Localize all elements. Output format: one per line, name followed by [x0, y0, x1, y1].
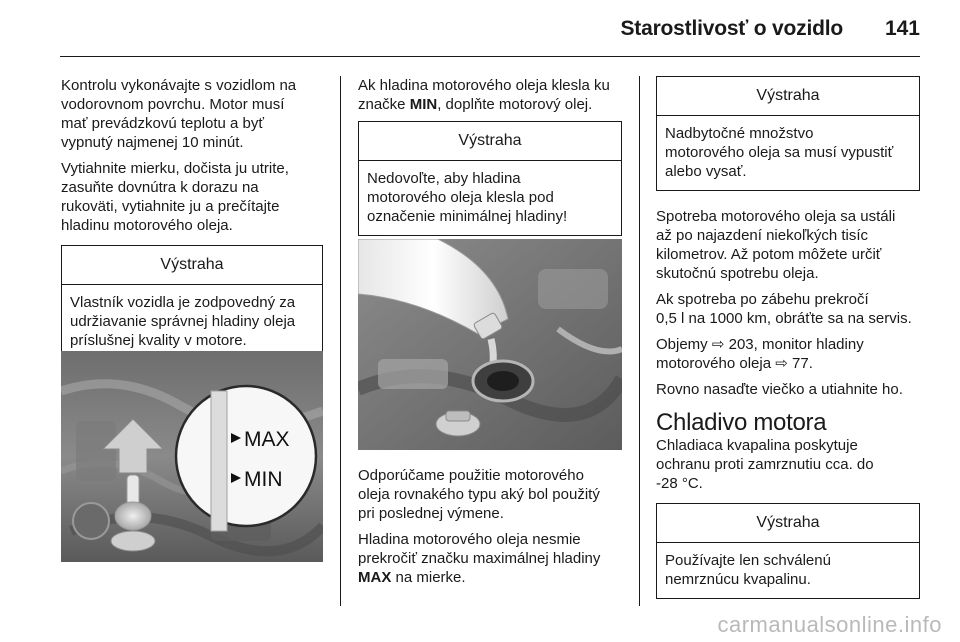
column-2-lower	[358, 466, 622, 594]
column-1	[61, 76, 323, 368]
column-divider-2	[639, 76, 640, 606]
page-header	[0, 0, 960, 60]
min-mark-label: MIN	[244, 468, 283, 491]
column-3	[656, 76, 920, 607]
warning-title: Výstraha	[359, 122, 621, 161]
min-mark-text: MIN	[409, 96, 438, 113]
paragraph-dipstick-procedure: Vytiahnite mierku, dočista ju utrite, zasuňte dovnútra k dorazu na rukoväti, vytiahnite ju a prečítajte hladinu motorového oleja.	[61, 160, 289, 234]
paragraph-oil-type: Odporúčame použitie motorového oleja rovnakého typu aký bol použitý pri poslednej výmene.	[358, 467, 600, 522]
header-rule	[60, 56, 920, 57]
text-fragment: Ak hladina motorového oleja klesla ku značke	[358, 77, 610, 113]
paragraph-cross-references	[656, 335, 920, 373]
column-2	[358, 76, 622, 244]
page-ref-link[interactable]: 203	[728, 336, 754, 353]
section-heading-coolant: Chladivo motora	[656, 409, 827, 436]
text-fragment: na mierke.	[391, 569, 466, 586]
page-ref-arrow-icon: ⇨	[711, 336, 725, 353]
page-ref-arrow-icon: ⇨	[775, 355, 788, 372]
dipstick-illustration	[61, 351, 323, 562]
max-mark-label: MAX	[244, 428, 290, 451]
warning-box-excess-oil	[656, 76, 920, 191]
warning-body: Nedovoľte, aby hladina motorového oleja klesla pod označenie minimálnej hladiny!	[367, 170, 568, 225]
page-title: Starostlivosť o vozidlo	[620, 17, 843, 40]
warning-title: Výstraha	[657, 504, 919, 543]
warning-box-owner	[61, 245, 323, 360]
warning-body: Vlastník vozidla je zodpovedný za udržiavanie správnej hladiny oleja príslušnej kvality v motore.	[70, 294, 296, 349]
warning-body: Používajte len schválenú nemrznúcu kvapalinu.	[665, 552, 831, 588]
page-ref-link[interactable]: 77	[792, 355, 809, 372]
paragraph-max-level	[358, 530, 622, 587]
oil-refill-illustration	[358, 239, 622, 450]
warning-body: Nadbytočné množstvo motorového oleja sa musí vypustiť alebo vysať.	[665, 125, 894, 180]
text-fragment: .	[808, 355, 813, 372]
warning-box-min-level	[358, 121, 622, 236]
paragraph-coolant-protection: Chladiaca kvapalina poskytuje ochranu proti zamrznutiu cca. do -28 °C.	[656, 437, 874, 492]
text-fragment: Objemy	[656, 336, 712, 353]
paragraph-service-threshold: Ak spotreba po zábehu prekročí 0,5 l na 1000 km, obráťte sa na servis.	[656, 291, 912, 327]
paragraph-cap: Rovno nasaďte viečko a utiahnite ho.	[656, 381, 903, 398]
warning-box-coolant	[656, 503, 920, 599]
max-mark-text: MAX	[358, 569, 392, 586]
footer-watermark: carmanualsonline.info	[717, 612, 942, 637]
text-fragment: Hladina motorového oleja nesmie prekročiť značku maximálnej hladiny	[358, 531, 601, 567]
warning-title: Výstraha	[62, 246, 322, 285]
paragraph-oil-consumption: Spotreba motorového oleja sa ustáli až po najazdení niekoľkých tisíc kilometrov. Až potom môžete určiť skutočnú spotrebu oleja.	[656, 208, 896, 282]
text-fragment: , monitor hladiny motorového oleja	[656, 336, 864, 372]
paragraph-min-refill	[358, 76, 622, 114]
page-number: 141	[884, 17, 920, 40]
paragraph-check-conditions: Kontrolu vykonávajte s vozidlom na vodorovnom povrchu. Motor musí mať prevádzkovú teplotu a byť vypnutý najmenej 10 minút.	[61, 77, 297, 151]
text-fragment: , doplňte motorový olej.	[437, 96, 593, 113]
column-divider-1	[340, 76, 341, 606]
warning-title: Výstraha	[657, 77, 919, 116]
